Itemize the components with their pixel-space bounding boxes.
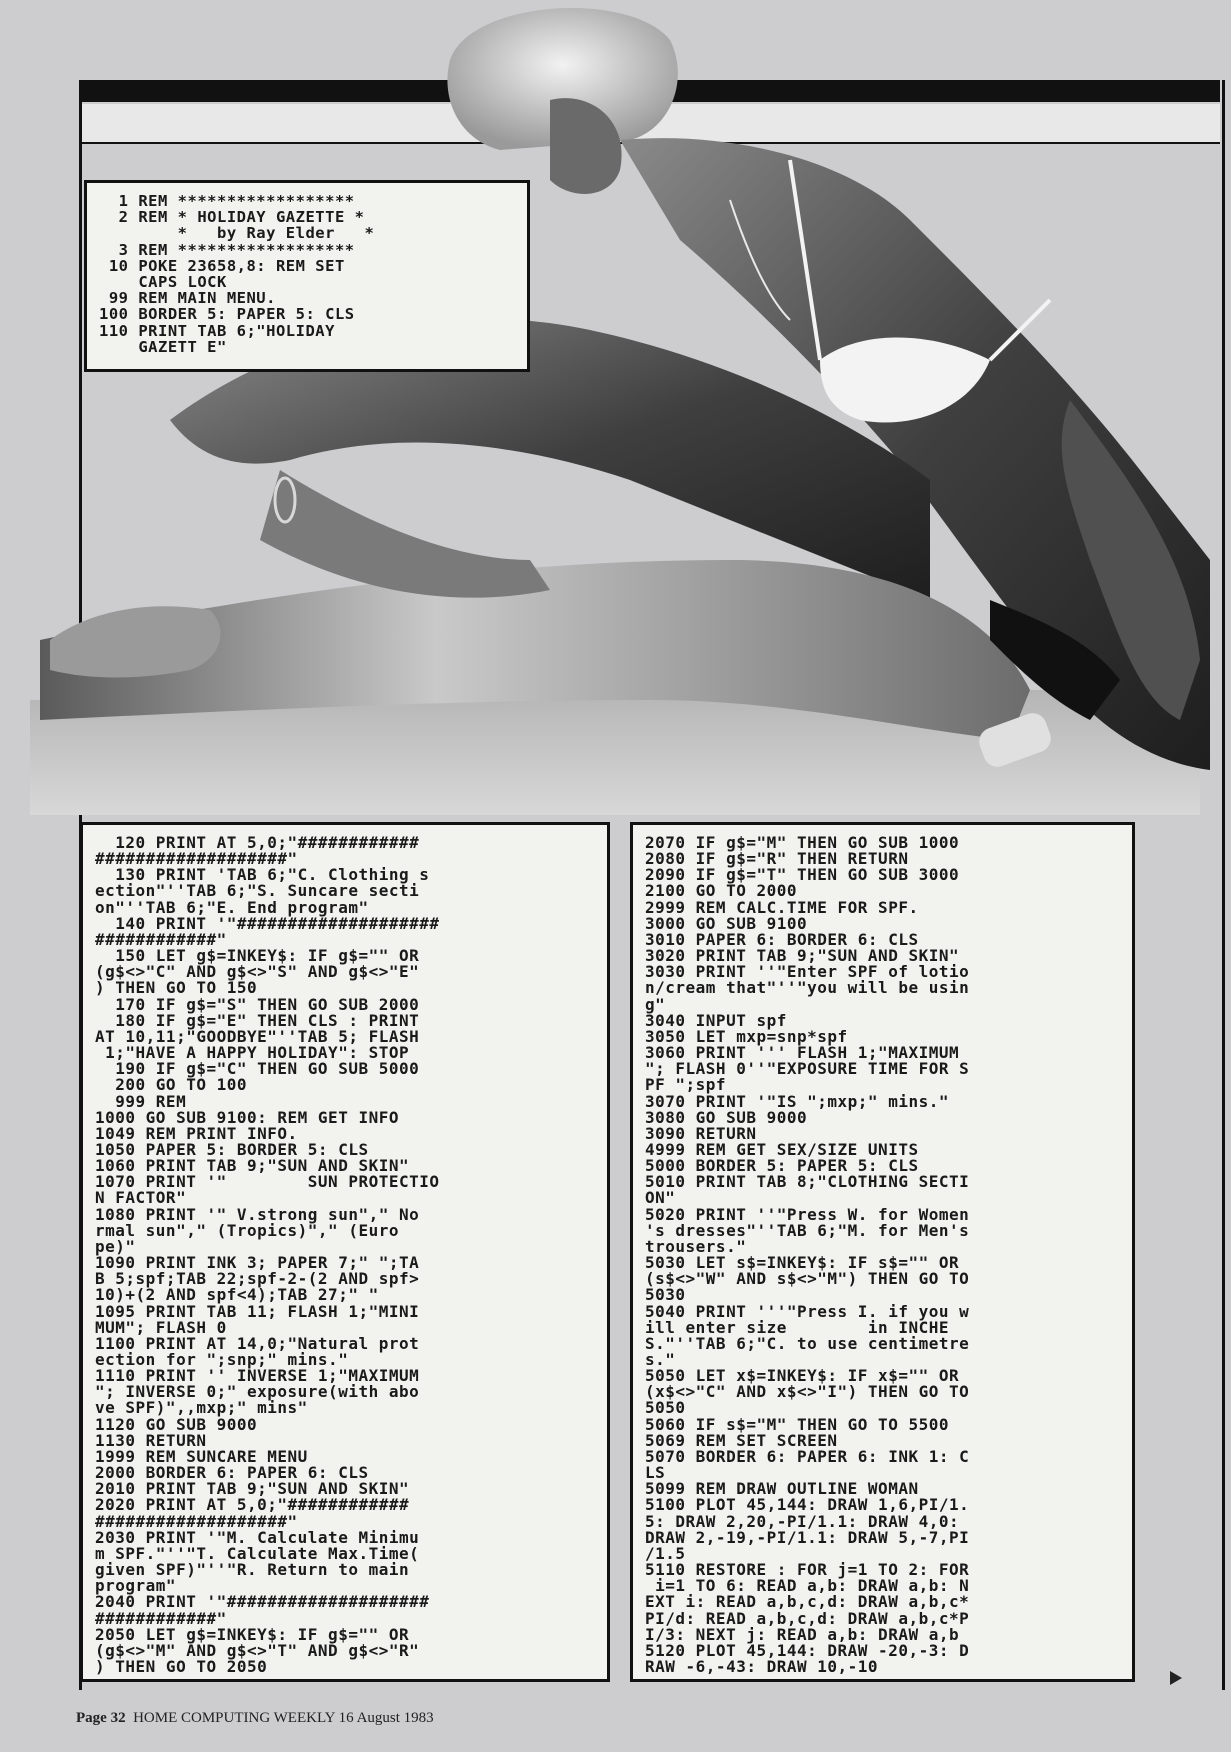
page-footer xyxy=(76,1710,434,1727)
publication-line: HOME COMPUTING WEEKLY 16 August 1983 xyxy=(133,1710,434,1726)
code-listing-left-column xyxy=(80,822,610,1682)
photo-woman-sunbathing xyxy=(30,0,1230,815)
code-listing-header xyxy=(84,180,530,372)
code-text: 120 PRINT AT 5,0;"############ ###################" 130 PRINT 'TAB 6;"C. Clothing s ection"''TAB 6;"S. Suncare secti on"''TAB 6;"E. End program" 140 PRINT '"#################### ############" 150 LET g$=INKEY$: IF g$="" OR (g$<>"C" AND g$<>"S" AND g$<>"E" ) THEN GO TO 150 170 IF g$="S" THEN GO SUB 2000 180 IF g$="E" THEN CLS : PRINT AT 10,11;"GOODBYE"''TAB 5; FLASH 1;"HAVE A HAPPY HOLIDAY": STOP 190 IF g$="C" THEN GO SUB 5000 200 GO TO 100 999 REM 1000 GO SUB 9100: REM GET INFO 1049 REM PRINT INFO. 1050 PAPER 5: BORDER 5: CLS 1060 PRINT TAB 9;"SUN AND SKIN" 1070 PRINT '" SUN PROTECTIO N FACTOR" 1080 PRINT '" V.strong sun"," No rmal sun"," (Tropics)"," (Euro pe)" 1090 PRINT INK 3; PAPER 7;" ";TA B 5;spf;TAB 22;spf-2-(2 AND spf> 10)+(2 AND spf<4);TAB 27;" " 1095 PRINT TAB 11; FLASH 1;"MINI MUM"; FLASH 0 1100 PRINT AT 14,0;"Natural prot ection for ";snp;" mins." 1110 PRINT '' INVERSE 1;"MAXIMUM "; INVERSE 0;" exposure(with abo ve SPF)",,mxp;" mins" 1120 GO SUB 9000 1130 RETURN 1999 REM SUNCARE MENU 2000 BORDER 6: PAPER 6: CLS 2010 PRINT TAB 9;"SUN AND SKIN" 2020 PRINT AT 5,0;"############ ###################" 2030 PRINT '"M. Calculate Minimu m SPF."''"T. Calculate Max.Time( given SPF)"''"R. Return to main program" 2040 PRINT '"#################### ############" 2050 LET g$=INKEY$: IF g$="" OR (g$<>"M" AND g$<>"T" AND g$<>"R" ) THEN GO TO 2050 xyxy=(95,833,440,1676)
code-text: 1 REM ****************** 2 REM * HOLIDAY GAZETTE * * by Ray Elder * 3 REM ****************** 10 POKE 23658,8: REM SET CAPS LOCK 99 REM MAIN MENU. 100 BORDER 5: PAPER 5: CLS 110 PRINT TAB 6;"HOLIDAY GAZETT E" xyxy=(99,192,375,356)
code-listing-right-column xyxy=(630,822,1135,1682)
continued-arrow-icon xyxy=(1170,1671,1182,1685)
code-text: 2070 IF g$="M" THEN GO SUB 1000 2080 IF g$="R" THEN RETURN 2090 IF g$="T" THEN GO SUB 3000 2100 GO TO 2000 2999 REM CALC.TIME FOR SPF. 3000 GO SUB 9100 3010 PAPER 6: BORDER 6: CLS 3020 PRINT TAB 9;"SUN AND SKIN" 3030 PRINT ''"Enter SPF of lotio n/cream that"''"you will be usin g" 3040 INPUT spf 3050 LET mxp=snp*spf 3060 PRINT ''' FLASH 1;"MAXIMUM "; FLASH 0''"EXPOSURE TIME FOR S PF ";spf 3070 PRINT '"IS ";mxp;" mins." 3080 GO SUB 9000 3090 RETURN 4999 REM GET SEX/SIZE UNITS 5000 BORDER 5: PAPER 5: CLS 5010 PRINT TAB 8;"CLOTHING SECTI ON" 5020 PRINT ''"Press W. for Women 's dresses"''TAB 6;"M. for Men's trousers." 5030 LET s$=INKEY$: IF s$="" OR (s$<>"W" AND s$<>"M") THEN GO TO 5030 5040 PRINT '''"Press I. if you w ill enter size in INCHE S."''TAB 6;"C. to use centimetre s." 5050 LET x$=INKEY$: IF x$="" OR (x$<>"C" AND x$<>"I") THEN GO TO 5050 5060 IF s$="M" THEN GO TO 5500 5069 REM SET SCREEN 5070 BORDER 6: PAPER 6: INK 1: C LS 5099 REM DRAW OUTLINE WOMAN 5100 PLOT 45,144: DRAW 1,6,PI/1. 5: DRAW 2,20,-PI/1.1: DRAW 4,0: DRAW 2,-19,-PI/1.1: DRAW 5,-7,PI /1.5 5110 RESTORE : FOR j=1 TO 2: FOR i=1 TO 6: READ a,b: DRAW a,b: N EXT i: READ a,b,c,d: DRAW a,b,c* PI/d: READ a,b,c,d: DRAW a,b,c*P I/3: NEXT j: READ a,b: DRAW a,b 5120 PLOT 45,144: DRAW -20,-3: D RAW -6,-43: DRAW 10,-10 xyxy=(645,833,970,1676)
page-number: Page 32 xyxy=(76,1710,126,1726)
